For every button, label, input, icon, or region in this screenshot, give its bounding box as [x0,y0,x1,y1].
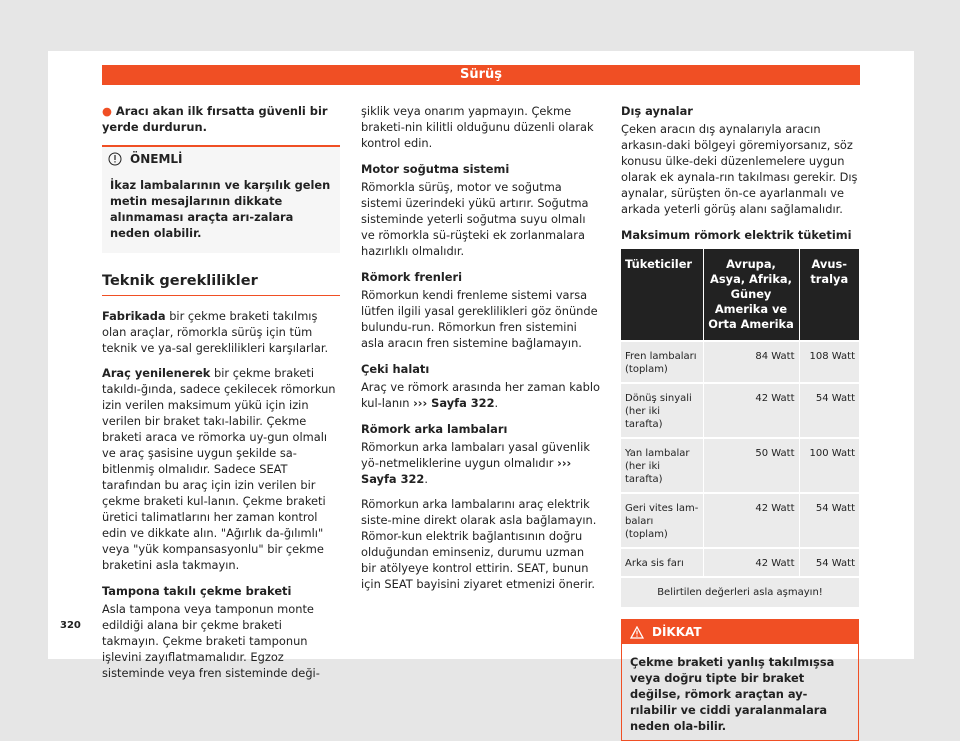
table-cell: 54 Watt [799,493,859,548]
table-cell: Geri vites lam-baları (toplam) [621,493,703,548]
table-cell: Arka sis farı [621,548,703,577]
page-number: 320 [60,620,81,631]
heading-lamba: Römork arka lambaları [361,422,508,436]
paragraph-lamba-1: Römorkun arka lambaları yasal güvenlik yö-netmeliklerine uygun olmalıdır ››› Sayfa 322. [361,440,590,486]
table-cell: 50 Watt [703,438,799,493]
paragraph-lamba-2: Römorkun arka lambalarını araç elektrik siste-mine direkt olarak asla bağlamayın. Römor-kun elektrik bağlantısının doğru olduğundan eminseniz, durumu uzman bir atölyeye kontrol ettirin. SEAT, bunun için SEAT bayisini ziyaret etmenizi önerir. [361,497,597,591]
notice-box [102,145,340,253]
heading-table: Maksimum römork elektrik tüketimi [621,228,852,242]
table-cell: 54 Watt [799,548,859,577]
table-cell: 108 Watt [799,341,859,383]
table-header-row [621,249,859,341]
table-cell: 54 Watt [799,383,859,438]
paragraph-motor: Römorkla sürüş, motor ve soğutma sistemi üzerindeki yükü artırır. Soğutma sisteminde yeterli soğutma suyu olmalı ve römorkla sü-rüşteki ek zorlanmalara hazırlıklı olmalıdır. [361,180,589,258]
paragraph-continued: şiklik veya onarım yapmayın. Çekme braketi-nin kilitli olduğunu düzenli olarak kontrol edin. [361,104,594,150]
table-footer-row [621,577,859,607]
bullet-dot-icon: ● [102,104,116,118]
table-cell: Fren lambaları (toplam) [621,341,703,383]
table-row [621,383,859,438]
info-icon [108,152,122,166]
warning-box [621,619,859,741]
heading-fren: Römork frenleri [361,270,463,284]
paragraph-tampon: Asla tampona veya tamponun monte edildiği alana bir çekme braketi takmayın. Çekme braketi tamponun işlevini zayıflatmamalıdır. Egzoz sisteminde veya fren sisteminde deği- [102,602,320,680]
section-title: Teknik gereklilikler [102,253,340,296]
paragraph-halat: Araç ve römork arasında her zaman kablo kul-lanın ››› Sayfa 322. [361,380,601,410]
notice-header [102,147,340,177]
column-right [621,103,859,741]
warning-title: DİKKAT [652,625,702,639]
heading-tampon: Tampona takılı çekme braketi [102,584,292,598]
table-header-cell: Avrupa, Asya, Afrika, Güney Amerika ve Orta Amerika [703,249,799,341]
table-footer-note: Belirtilen değerleri asla aşmayın! [621,577,859,607]
table-cell: 42 Watt [703,383,799,438]
notice-title: ÖNEMLİ [130,152,183,166]
table-cell: 84 Watt [703,341,799,383]
chapter-header: Sürüş [102,65,860,85]
table-cell: 42 Watt [703,493,799,548]
power-consumption-table [621,249,859,607]
heading-ayna: Dış aynalar [621,104,693,118]
heading-motor: Motor soğutma sistemi [361,162,510,176]
warning-header [622,620,858,644]
page-reference-link[interactable]: ››› Sayfa 322 [413,396,495,410]
paragraph-fren: Römorkun kendi frenleme sistemi varsa lütfen ilgili yasal gereklilikleri göz önünde bulundu-run. Römorkun fren sistemini asla aracın fren sistemine bağlamayın. [361,288,598,350]
table-header-cell: Tüketiciler [621,249,703,341]
table-cell: 42 Watt [703,548,799,577]
table-header-cell: Avus-tralya [799,249,859,341]
bullet-item: ● Aracı akan ilk fırsatta güvenli bir yerde durdurun. [102,104,328,134]
table-row [621,438,859,493]
table-cell: Dönüş sinyali (her iki tarafta) [621,383,703,438]
column-left [102,103,340,690]
table-row [621,548,859,577]
warning-triangle-icon [630,626,644,639]
column-middle [361,103,601,601]
paragraph-fabrikada: Fabrikada bir çekme braketi takılmış olan araçlar, römorkla sürüş için tüm teknik ve ya-sal gereklilikleri karşılarlar. [102,309,329,355]
table-row [621,493,859,548]
table-cell: 100 Watt [799,438,859,493]
paragraph-yenilenerek: Araç yenilenerek bir çekme braketi takıldı-ğında, sadece çekilecek römorkun izin verilen maksimum yükü için izin verilen bir braket takı-labilir. Çekme braketi araca ve römorka uy-gun olmalı ve araç şasisine uygun şekilde sa-bitlenmiş olmalıdır. Sadece SEAT tarafından bu araç için izin verilen bir çekme braketi kul-lanın. Çekme braketi üretici talimatlarını her zaman kontrol edin ve dikkate alın. "Ağırlık da-ğılımlı" veya "yük kompansasyonlu" bir çekme braketini asla takmayın. [102,366,336,572]
page-reference-link[interactable]: ››› Sayfa 322 [361,456,572,486]
heading-halat: Çeki halatı [361,362,430,376]
notice-body: İkaz lambalarının ve karşılık gelen metin mesajlarının dikkate alınmaması araçta arı-zalara neden olabilir. [110,178,331,240]
paragraph-ayna: Çeken aracın dış aynalarıyla aracın arkasın-daki bölgeyi göremiyorsanız, söz konusu ülke-deki düzenlemelere uygun olarak ek aynala-rın takılması gerekir. Dış aynalar, sürüşten ön-ce ayarlanmalı ve arkada yeterli görüş alanı sağlamalıdır. [621,122,858,216]
table-cell: Yan lambalar (her iki tarafta) [621,438,703,493]
table-row [621,341,859,383]
warning-body: Çekme braketi yanlış takılmışsa veya doğru tipte bir braket değilse, römork araçtan ay-rılabilir ve ciddi yaralanmalara neden ola-bilir. [630,655,835,733]
